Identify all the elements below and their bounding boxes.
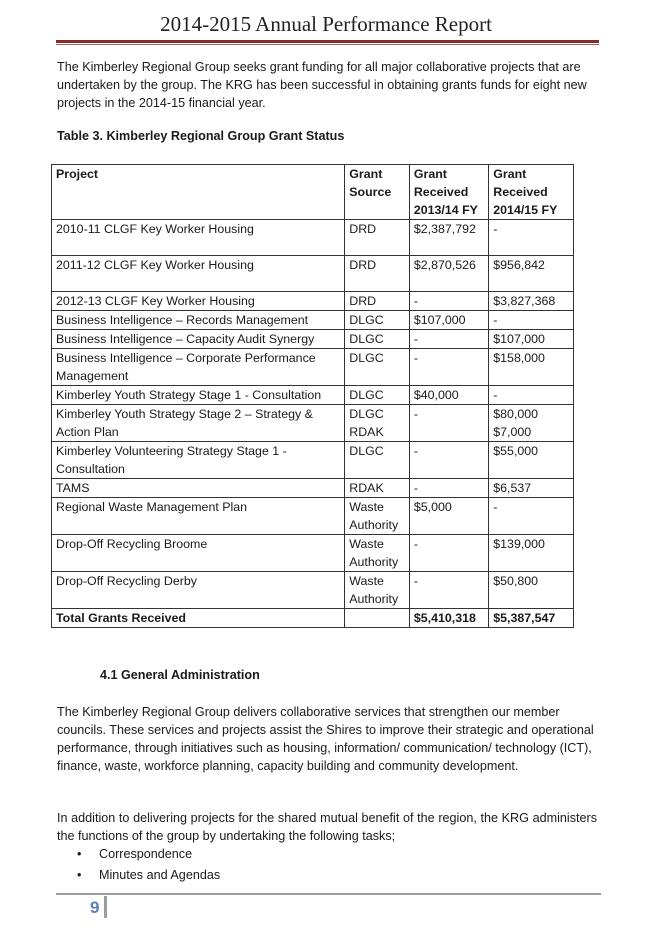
header-rule-thin <box>56 44 599 45</box>
cell-received-1415 <box>489 405 574 442</box>
bullet-icon: • <box>77 868 82 882</box>
cell-received-1415: $50,800 <box>489 572 574 609</box>
list-item <box>57 844 220 865</box>
table-row <box>52 498 574 535</box>
tasks-intro-paragraph: In addition to delivering projects for the shared mutual benefit of the region, the KRG administers the functions of the group by undertaking the following tasks; <box>57 811 597 843</box>
cell-received-1415: - <box>489 386 574 405</box>
cell-received-1314: - <box>409 349 488 386</box>
total-received-1415: $5,387,547 <box>489 609 574 628</box>
table-row <box>52 349 574 386</box>
cell-received-1314: - <box>409 572 488 609</box>
cell-received-1415: $956,842 <box>489 256 574 292</box>
grant-status-table <box>51 164 574 628</box>
table-total-row <box>52 609 574 628</box>
cell-project: Kimberley Youth Strategy Stage 1 - Consultation <box>52 386 345 405</box>
cell-project: 2010-11 CLGF Key Worker Housing <box>52 220 345 256</box>
cell-received-1415: $6,537 <box>489 479 574 498</box>
table-row <box>52 572 574 609</box>
general-admin-paragraph: The Kimberley Regional Group delivers collaborative services that strengthen our member councils. These services and projects assist the Shires to improve their strategic and operational performance, through initiatives such as housing, information/ communication/ technology (ICT), finance, waste, workforce planning, capacity building and community development. <box>57 705 594 773</box>
page-header-title: 2014-2015 Annual Performance Report <box>160 12 492 36</box>
cell-source-line: RDAK <box>349 425 384 439</box>
cell-received-line: $7,000 <box>493 425 532 439</box>
cell-project: Business Intelligence – Corporate Performance Management <box>52 349 345 386</box>
cell-source: Waste Authority <box>345 572 410 609</box>
footer-rule <box>56 893 601 895</box>
header-received-1314: Grant Received 2013/14 FY <box>409 165 488 220</box>
cell-source: DLGC <box>345 442 410 479</box>
table-row <box>52 292 574 311</box>
cell-received-1415: $3,827,368 <box>489 292 574 311</box>
list-item-label: Correspondence <box>99 847 193 861</box>
cell-received-1415: $139,000 <box>489 535 574 572</box>
cell-project: Business Intelligence – Records Management <box>52 311 345 330</box>
cell-source: DLGC <box>345 311 410 330</box>
cell-project: Kimberley Volunteering Strategy Stage 1 - Consultation <box>52 442 345 479</box>
intro-paragraph: The Kimberley Regional Group seeks grant funding for all major collaborative projects that are undertaken by the group. The KRG has been successful in obtaining grants funds for eight new projects in the 2014-15 financial year. <box>57 60 587 110</box>
tasks-list <box>57 844 220 886</box>
cell-project: Drop-Off Recycling Broome <box>52 535 345 572</box>
cell-received-1415: $55,000 <box>489 442 574 479</box>
cell-source: DRD <box>345 220 410 256</box>
table-row <box>52 256 574 292</box>
header-project: Project <box>52 165 345 220</box>
list-item <box>57 865 220 886</box>
table-title: Table 3. Kimberley Regional Group Grant Status <box>57 129 345 143</box>
cell-received-1314: $5,000 <box>409 498 488 535</box>
cell-source-line: DLGC <box>349 407 384 421</box>
cell-source: DRD <box>345 256 410 292</box>
cell-received-1314: $2,387,792 <box>409 220 488 256</box>
cell-project: Kimberley Youth Strategy Stage 2 – Strategy & Action Plan <box>52 405 345 442</box>
page-number-divider <box>104 896 107 918</box>
header-received-1415: Grant Received 2014/15 FY <box>489 165 574 220</box>
cell-project: TAMS <box>52 479 345 498</box>
cell-project: Business Intelligence – Capacity Audit Synergy <box>52 330 345 349</box>
cell-received-1314: $2,870,526 <box>409 256 488 292</box>
table-row <box>52 311 574 330</box>
total-source <box>345 609 410 628</box>
table-row <box>52 442 574 479</box>
section-heading: 4.1 General Administration <box>100 668 260 682</box>
cell-received-1314: - <box>409 292 488 311</box>
cell-received-1314: - <box>409 479 488 498</box>
cell-received-line: $80,000 <box>493 407 539 421</box>
cell-project: 2012-13 CLGF Key Worker Housing <box>52 292 345 311</box>
cell-received-1314: $40,000 <box>409 386 488 405</box>
cell-source: RDAK <box>345 479 410 498</box>
cell-received-1415: $107,000 <box>489 330 574 349</box>
list-item-label: Minutes and Agendas <box>99 868 221 882</box>
cell-source <box>345 405 410 442</box>
table-row <box>52 386 574 405</box>
header-grant-source: Grant Source <box>345 165 410 220</box>
cell-source: DRD <box>345 292 410 311</box>
cell-received-1314: $107,000 <box>409 311 488 330</box>
table-row <box>52 330 574 349</box>
cell-received-1314: - <box>409 535 488 572</box>
cell-received-1314: - <box>409 405 488 442</box>
cell-received-1415: - <box>489 220 574 256</box>
cell-project: Regional Waste Management Plan <box>52 498 345 535</box>
total-label: Total Grants Received <box>52 609 345 628</box>
table-row <box>52 405 574 442</box>
table-row <box>52 220 574 256</box>
bullet-icon: • <box>77 847 82 861</box>
cell-received-1314: - <box>409 330 488 349</box>
cell-received-1415: $158,000 <box>489 349 574 386</box>
table-header-row <box>52 165 574 220</box>
cell-source: Waste Authority <box>345 535 410 572</box>
cell-received-1415: - <box>489 311 574 330</box>
table-row <box>52 535 574 572</box>
page-number: 9 <box>90 898 100 917</box>
header-rule <box>56 40 599 43</box>
cell-source: DLGC <box>345 386 410 405</box>
cell-project: Drop-Off Recycling Derby <box>52 572 345 609</box>
cell-source: Waste Authority <box>345 498 410 535</box>
cell-project: 2011-12 CLGF Key Worker Housing <box>52 256 345 292</box>
total-received-1314: $5,410,318 <box>409 609 488 628</box>
cell-source: DLGC <box>345 330 410 349</box>
cell-received-1314: - <box>409 442 488 479</box>
table-row <box>52 479 574 498</box>
cell-source: DLGC <box>345 349 410 386</box>
cell-received-1415: - <box>489 498 574 535</box>
